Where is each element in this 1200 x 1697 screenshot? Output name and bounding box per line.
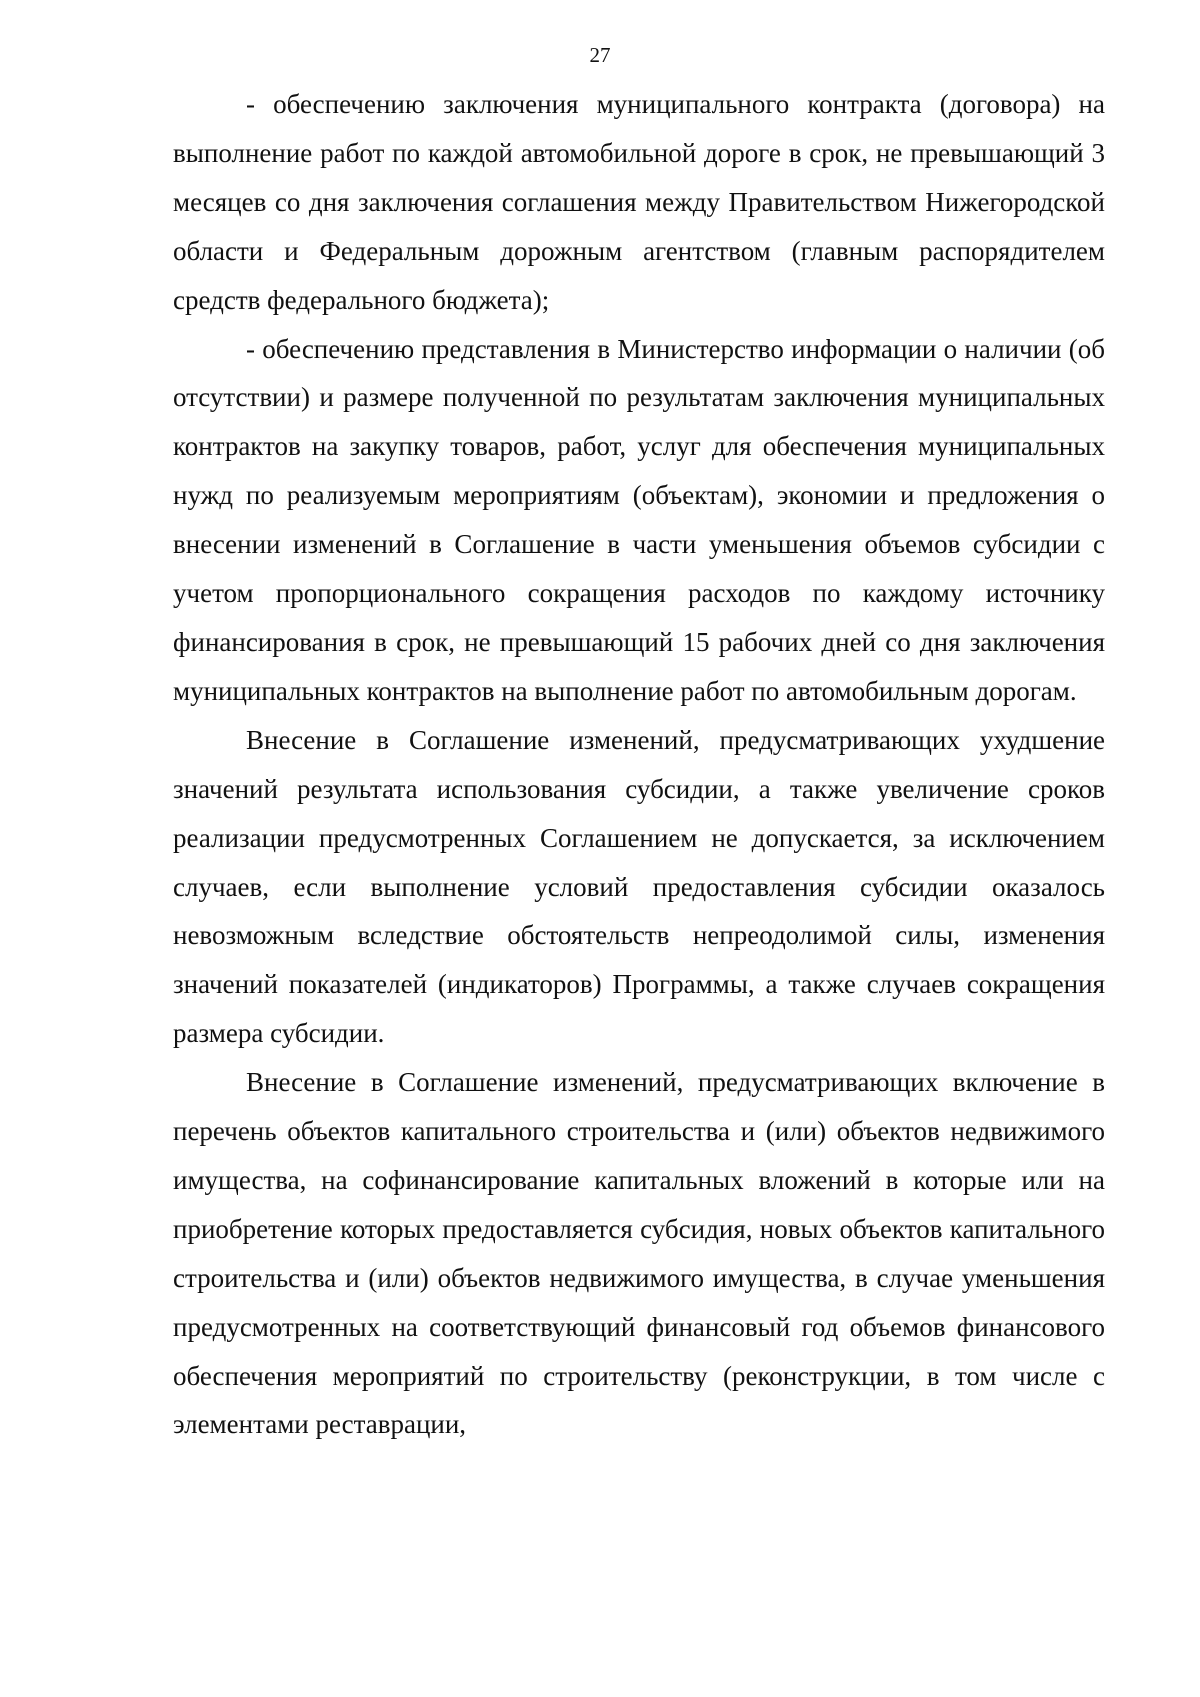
paragraph-agreement-restrictions: Внесение в Соглашение изменений, предусматривающих ухудшение значений результата использования субсидии, а также увеличение сроков реализации предусмотренных Соглашением не допускается, за исключением случаев, если выполнение условий предоставления субсидии оказалось невозможным вследствие обстоятельств непреодолимой силы, изменения значений показателей (индикаторов) Программы, а также случаев сокращения размера субсидии.: [173, 724, 1105, 1049]
document-body: [173, 80, 1105, 1449]
paragraph-savings-report: - обеспечению представления в Министерство информации о наличии (об отсутствии) и размере полученной по результатам заключения муниципальных контрактов на закупку товаров, работ, услуг для обеспечения муниципальных нужд по реализуемым мероприятиям (объектам), экономии и предложения о внесении изменений в Соглашение в части уменьшения объемов субсидии с учетом пропорционального сокращения расходов по каждому источнику финансирования в срок, не превышающий 15 рабочих дней со дня заключения муниципальных контрактов на выполнение работ по автомобильным дорогам.: [173, 333, 1105, 706]
paragraph-contract-deadline: - обеспечению заключения муниципального контракта (договора) на выполнение работ по каждой автомобильной дороге в срок, не превышающий 3 месяцев со дня заключения соглашения между Правительством Нижегородской области и Федеральным дорожным агентством (главным распорядителем средств федерального бюджета);: [173, 89, 1105, 315]
page-number: 27: [589, 43, 611, 67]
paragraph-new-objects: Внесение в Соглашение изменений, предусматривающих включение в перечень объектов капитального строительства и (или) объектов недвижимого имущества, на софинансирование капитальных вложений в которые или на приобретение которых предоставляется субсидия, новых объектов капитального строительства и (или) объектов недвижимого имущества, в случае уменьшения предусмотренных на соответствующий финансовый год объемов финансового обеспечения мероприятий по строительству (реконструкции, в том числе с элементами реставрации,: [173, 1067, 1105, 1440]
